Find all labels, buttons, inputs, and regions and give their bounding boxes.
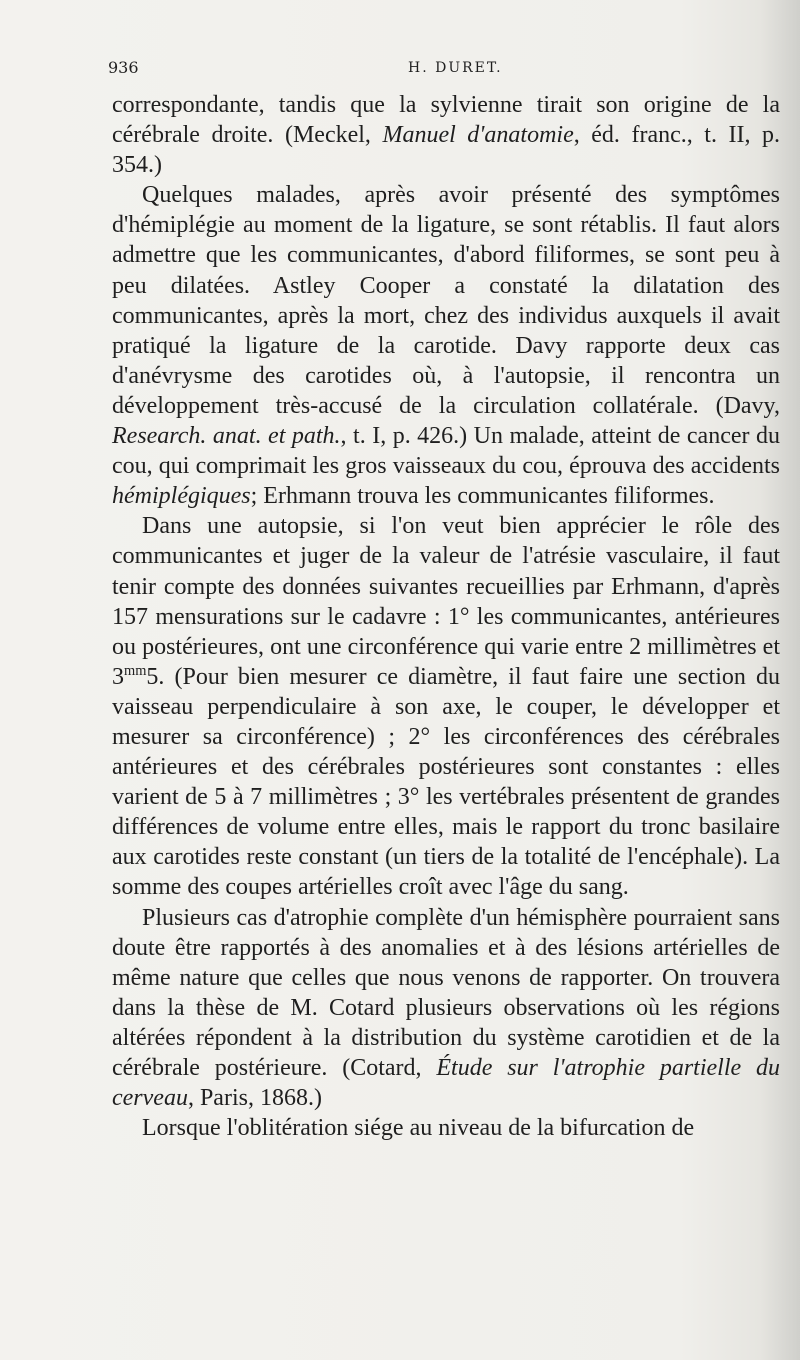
text-run: 5. (Pour bien mesurer ce diamètre, il faut faire une section du vaisseau perpendiculaire à son axe, le couper, le développer et mesurer sa circonférence) ; 2° les circonférences des cérébrales antérieures et des cérébrales postérieures sont constantes : elles varient de 5 à 7 millimètres ; 3° les vertébrales présentent de grandes différences de volume entre elles, mais le rapport du tronc basilaire aux carotides reste constant (un tiers de la totalité de l'encéphale). La somme des coupes artérielles croît avec l'âge du sang. xyxy=(112,663,780,901)
italic-text: hémiplégiques xyxy=(112,483,251,510)
paragraph xyxy=(112,90,780,180)
italic-text: Étude sur l'atrophie partielle du cerveau xyxy=(112,1055,780,1112)
italic-text: Research. anat. et path. xyxy=(112,423,341,450)
text-run: correspondante, tandis que la sylvienne tirait son origine de la cérébrale droite. (Meckel, xyxy=(112,92,780,149)
italic-text: Manuel d'anatomie xyxy=(382,122,574,149)
text-run: Lorsque l'oblitération siége au niveau de la bifurcation de xyxy=(142,1115,695,1142)
text-run: , t. I, p. 426.) Un malade, atteint de cancer du cou, qui comprimait les gros vaisseaux du cou, éprouva des accidents xyxy=(112,423,780,480)
superscript-text: mm xyxy=(124,662,147,679)
paragraph xyxy=(112,903,780,1114)
body-text xyxy=(112,90,780,1143)
paragraph xyxy=(112,511,780,902)
text-run: , Paris, 1868.) xyxy=(187,1085,322,1112)
paragraph xyxy=(112,1113,780,1143)
text-run: ; Erhmann trouva les communicantes filiformes. xyxy=(250,483,715,510)
running-head: H. DURET. xyxy=(408,60,503,76)
page-header xyxy=(108,58,780,82)
text-run: Plusieurs cas d'atrophie complète d'un hémisphère pourraient sans doute être rapportés à des anomalies et à des lésions artérielles de même nature que celles que nous venons de rapporter. On trouvera dans la thèse de M. Cotard plusieurs observations où les régions altérées répondent à la distribution du système carotidien et de la cérébrale postérieure. (Cotard, xyxy=(112,904,780,1081)
text-run: Quelques malades, après avoir présenté des symptômes d'hémiplégie au moment de la ligature, se sont rétablis. Il faut alors admettre que les communicantes, d'abord filiformes, se sont peu à peu dilatées. Astley Cooper a constaté la dilatation des communicantes, après la mort, chez des individus auxquels il avait pratiqué la ligature de la carotide. Davy rapporte deux cas d'anévrysme des carotides où, à l'autopsie, il rencontra un développement très-accusé de la circulation collatérale. (Davy, xyxy=(112,182,780,419)
text-run: , éd. franc., t. II, p. 354.) xyxy=(112,122,780,179)
text-run: Dans une autopsie, si l'on veut bien apprécier le rôle des communicantes et juger de la valeur de l'atrésie vasculaire, il faut tenir compte des données suivantes recueillies par Erhmann, d'après 157 mensurations sur le cadavre : 1° les communicantes, antérieures ou postérieures, ont une circonférence qui varie entre 2 millimètres et 3 xyxy=(112,513,780,690)
page-number: 936 xyxy=(108,58,139,77)
paragraph xyxy=(112,180,780,511)
